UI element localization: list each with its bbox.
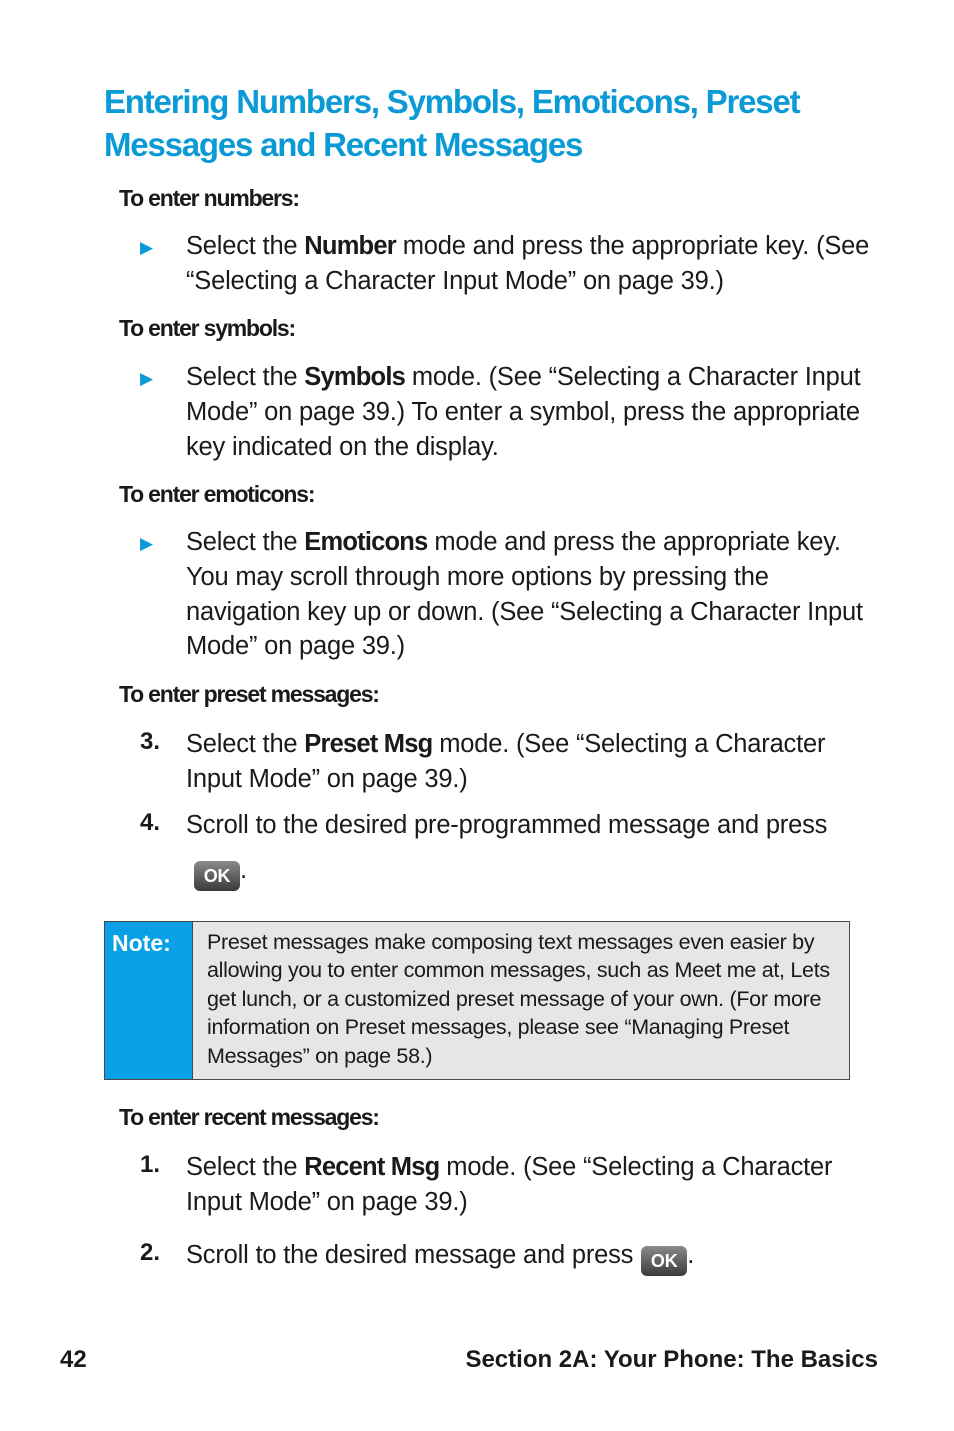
numbers-heading: To enter numbers: bbox=[119, 185, 299, 211]
note-box bbox=[104, 921, 850, 1080]
page-number: 42 bbox=[60, 1346, 87, 1373]
step-text: mode. (See “Selecting a Character Input Mode” on page 39.) bbox=[186, 730, 826, 793]
numbers-step bbox=[140, 229, 870, 299]
section-footer: Section 2A: Your Phone: The Basics bbox=[465, 1346, 878, 1373]
step-text: mode. (See “Selecting a Character Input Mode” on page 39.) bbox=[186, 1153, 833, 1216]
note-text: Preset messages make composing text messages even easier by allowing you to enter common messages, such as Meet me at, Lets get lunch, or a customized preset message of your own. (For more information on Preset messages, please see “Managing Preset Messages” on page 58.) bbox=[207, 930, 830, 1068]
emoticons-heading: To enter emoticons: bbox=[119, 481, 315, 507]
step-text: Select the bbox=[186, 232, 305, 260]
emoticons-step bbox=[140, 525, 870, 664]
step-text: Select the bbox=[186, 730, 305, 758]
step-number: 4. bbox=[140, 809, 161, 836]
page-title: Entering Numbers, Symbols, Emoticons, Preset Messages and Recent Messages bbox=[104, 83, 800, 163]
symbols-heading: To enter symbols: bbox=[119, 315, 295, 341]
ok-key-icon: OK bbox=[641, 1246, 687, 1276]
preset-heading: To enter preset messages: bbox=[119, 681, 379, 707]
symbols-step bbox=[140, 360, 870, 464]
recent-heading: To enter recent messages: bbox=[119, 1104, 379, 1130]
step-number: 2. bbox=[140, 1239, 161, 1266]
step-number: 1. bbox=[140, 1151, 161, 1178]
mode-name: Preset Msg bbox=[304, 730, 433, 758]
preset-step-4 bbox=[140, 808, 870, 893]
step-text: Select the bbox=[186, 363, 305, 391]
ok-key-icon: OK bbox=[194, 861, 240, 891]
preset-step-3 bbox=[140, 727, 870, 797]
step-text: . bbox=[687, 1241, 695, 1269]
step-number: 3. bbox=[140, 728, 161, 755]
bullet-arrow-icon: ▶ bbox=[140, 534, 154, 553]
mode-name: Number bbox=[304, 232, 396, 260]
recent-step-2 bbox=[140, 1238, 870, 1276]
mode-name: Emoticons bbox=[304, 528, 428, 556]
step-text: Scroll to the desired pre-programmed message and press bbox=[186, 811, 828, 839]
step-text: mode and press the appropriate key. You may scroll through more options by pressing the navigation key up or down. (See “Selecting a Character Input Mode” on page 39.) bbox=[186, 528, 863, 661]
bullet-arrow-icon: ▶ bbox=[140, 369, 154, 388]
mode-name: Symbols bbox=[304, 363, 405, 391]
step-text: mode and press the appropriate key. (See “Selecting a Character Input Mode” on page 39.) bbox=[186, 232, 870, 295]
step-text: Select the bbox=[186, 1153, 305, 1181]
recent-step-1 bbox=[140, 1150, 870, 1220]
step-text: mode. (See “Selecting a Character Input Mode” on page 39.) To enter a symbol, press the appropriate key indicated on the display. bbox=[186, 363, 861, 461]
step-text: Scroll to the desired message and press bbox=[186, 1241, 634, 1269]
bullet-arrow-icon: ▶ bbox=[140, 238, 154, 257]
step-text: . bbox=[240, 856, 247, 884]
step-text: Select the bbox=[186, 528, 305, 556]
note-label: Note: bbox=[105, 922, 193, 1079]
mode-name: Recent Msg bbox=[304, 1153, 440, 1181]
